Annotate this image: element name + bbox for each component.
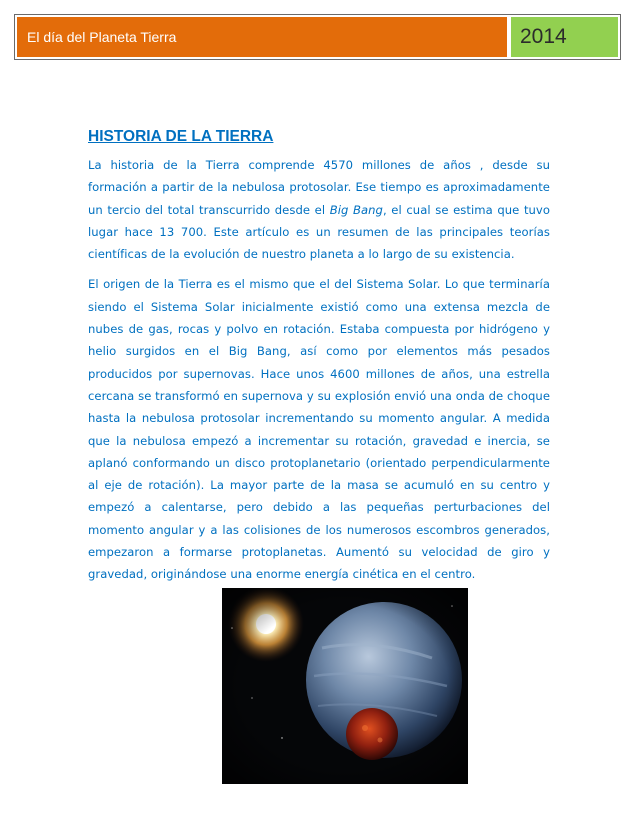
header-year: 2014 — [511, 17, 618, 57]
paragraph-1-italic: Big Bang — [329, 202, 383, 217]
page-header — [14, 14, 621, 60]
header-title: El día del Planeta Tierra — [17, 17, 507, 57]
paragraph-1-text-a: La historia de la Tierra comprende 4570 millones de años , desde su formación a partir de la nebulosa protosolar. Ese tiempo es aproximadamente un tercio del total transcurrido desde el — [88, 158, 550, 217]
article-body — [88, 128, 550, 594]
space-planet-illustration-icon — [222, 588, 468, 784]
paragraph-1 — [88, 154, 550, 265]
paragraph-1-text-b: , el cual se estima que tuvo lugar hace 13 700. Este artículo es un resumen de las principales teorías científicas de la evolución de nuestro planeta a lo largo de su existencia. — [88, 202, 550, 262]
space-image-svg — [222, 588, 468, 784]
article-heading: HISTORIA DE LA TIERRA — [88, 128, 274, 145]
paragraph-2: El origen de la Tierra es el mismo que el del Sistema Solar. Lo que terminaría siendo el Sistema Solar inicialmente existió como una extensa mezcla de nubes de gas, rocas y polvo en rotación. Estaba compuesta por hidrógeno y helio surgidos en el Big Bang, así como por elementos más pesados producidos por supernovas. Hace unos 4600 millones de años, una estrella cercana se transformó en supernova y su explosión envió una onda de choque hasta la nebulosa protosolar incrementando su momento angular. A medida que la nebulosa empezó a incrementar su rotación, gravedad e inercia, se aplanó conformando un disco protoplanetario (orientado perpendicularmente al eje de rotación). La mayor parte de la masa se acumuló en su centro y empezó a calentarse, pero debido a las pequeñas perturbaciones del momento angular y a las colisiones de los numerosos escombros generados, empezaron a formarse protoplanetas. Aumentó su velocidad de giro y gravedad, originándose una enorme energía cinética en el centro. — [88, 277, 550, 582]
